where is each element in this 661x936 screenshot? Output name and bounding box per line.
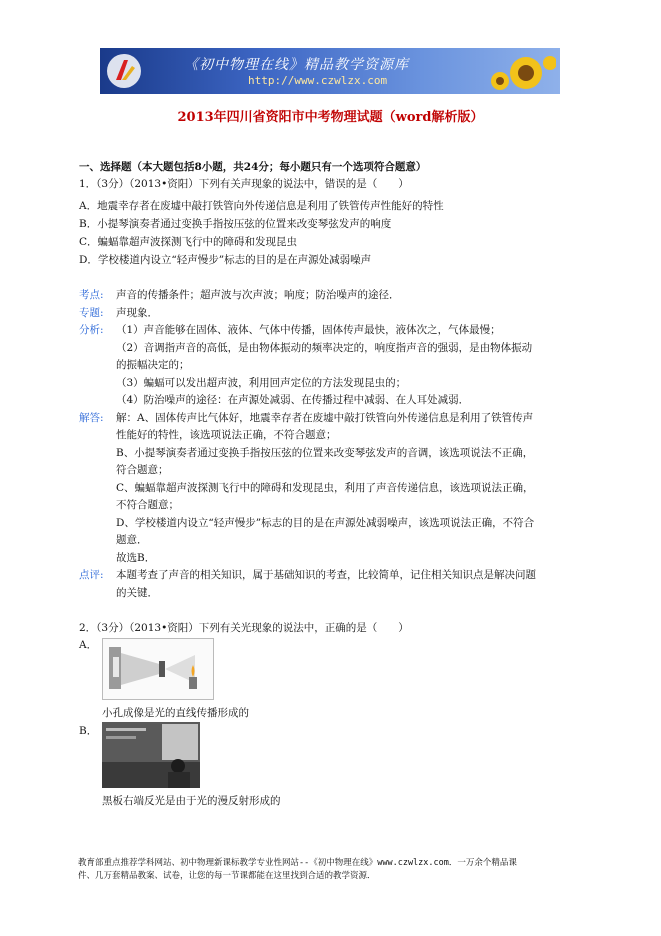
section-heading: 一、选择题（本大题包括8小题，共24分；每小题只有一个选项符合题意） [79,161,427,173]
footer-line: 件、几万套精品教案、试卷，让您的每一节课都能在这里找到合适的教学资源． [78,871,376,881]
footer-line: 教育部重点推荐学科网站、初中物理新课标教学专业性网站--《初中物理在线》www.czwlzx.com．一万余个精品课 [78,858,517,868]
q1-option-a: A．地震幸存者在废墟中敲打铁管向外传递信息是利用了铁管传声性能好的特性 [79,200,444,212]
q1-option-c: C．蝙蝠靠超声波探测飞行中的障碍和发现昆虫 [79,236,298,248]
banner-title: 《初中物理在线》精品教学资源库 [184,57,409,73]
blackboard-scene-icon [102,722,200,788]
blackboard-photo-image [102,722,200,788]
fenxi-label: 分析: [79,324,104,336]
banner-url[interactable]: http://www.czwlzx.com [248,74,388,87]
jieda-label: 解答: [79,412,104,424]
q1-option-b: B．小提琴演奏者通过变换手指按压弦的位置来改变琴弦发声的响度 [79,218,392,230]
jieda-line: 故选B． [116,552,156,564]
fenxi-line: 的振幅决定的； [116,359,190,371]
site-logo-icon [106,52,142,90]
q2-option-b-caption: 黑板右端反光是由于光的漫反射形成的 [102,795,281,807]
dianping-line: 的关键． [116,587,158,599]
fenxi-line: （2）音调指声音的高低，是由物体振动的频率决定的，响度指声音的强弱，是由物体振动 [116,342,533,354]
q2-option-a-caption: 小孔成像是光的直线传播形成的 [102,707,249,719]
jieda-line: C、蝙蝠靠超声波探测飞行中的障碍和发现昆虫，利用了声音传递信息，该选项说法正确， [116,482,534,494]
fenxi-line: （4）防治噪声的途径：在声源处减弱、在传播过程中减弱、在人耳处减弱． [116,394,470,406]
q2-option-b-letter: B． [79,725,98,737]
jieda-line: 解：A、固体传声比气体好，地震幸存者在废墟中敲打铁管向外传递信息是利用了铁管传声 [116,412,534,424]
jieda-line: 题意． [116,534,148,546]
kaodian-label: 考点: [79,289,104,301]
document-title: 2013年四川省资阳市中考物理试题（word解析版） [177,110,484,125]
pinhole-camera-image [102,638,214,700]
kaodian-text: 声音的传播条件；超声波与次声波；响度；防治噪声的途径． [116,289,400,301]
jieda-line: 不符合题意； [116,499,179,511]
zhuanti-text: 声现象． [116,307,158,319]
q2-option-a-letter: A． [79,639,98,651]
jieda-line: D、学校楼道内设立“轻声慢步”标志的目的是在声源处减弱噪声，该选项说法正确，不符合 [116,517,535,529]
dianping-label: 点评: [79,569,104,581]
jieda-line: B、小提琴演奏者通过变换手指按压弦的位置来改变琴弦发声的音调，该选项说法不正确， [116,447,534,459]
jieda-line: 性能好的特性，该选项说法正确，不符合题意； [116,429,337,441]
q2-stem: 2．（3分）（2013•资阳）下列有关光现象的说法中，正确的是（ ） [79,622,409,634]
fenxi-line: （3）蝙蝠可以发出超声波，利用回声定位的方法发现昆虫的； [116,377,407,389]
q1-option-d: D．学校楼道内设立“轻声慢步”标志的目的是在声源处减弱噪声 [79,254,372,266]
page-footer [78,857,598,883]
dianping-line: 本题考查了声音的相关知识，属于基础知识的考查，比较简单，记住相关知识点是解决问题 [116,569,536,581]
fenxi-line: （1）声音能够在固体、液体、气体中传播，固体传声最快，液体次之，气体最慢； [116,324,501,336]
zhuanti-label: 专题: [79,307,104,319]
site-banner [100,48,560,94]
pinhole-diagram-icon [103,639,213,699]
jieda-line: 符合题意； [116,464,169,476]
q1-stem: 1．（3分）（2013•资阳）下列有关声现象的说法中，错误的是（ ） [79,178,409,190]
sunflower-icon [486,51,556,93]
